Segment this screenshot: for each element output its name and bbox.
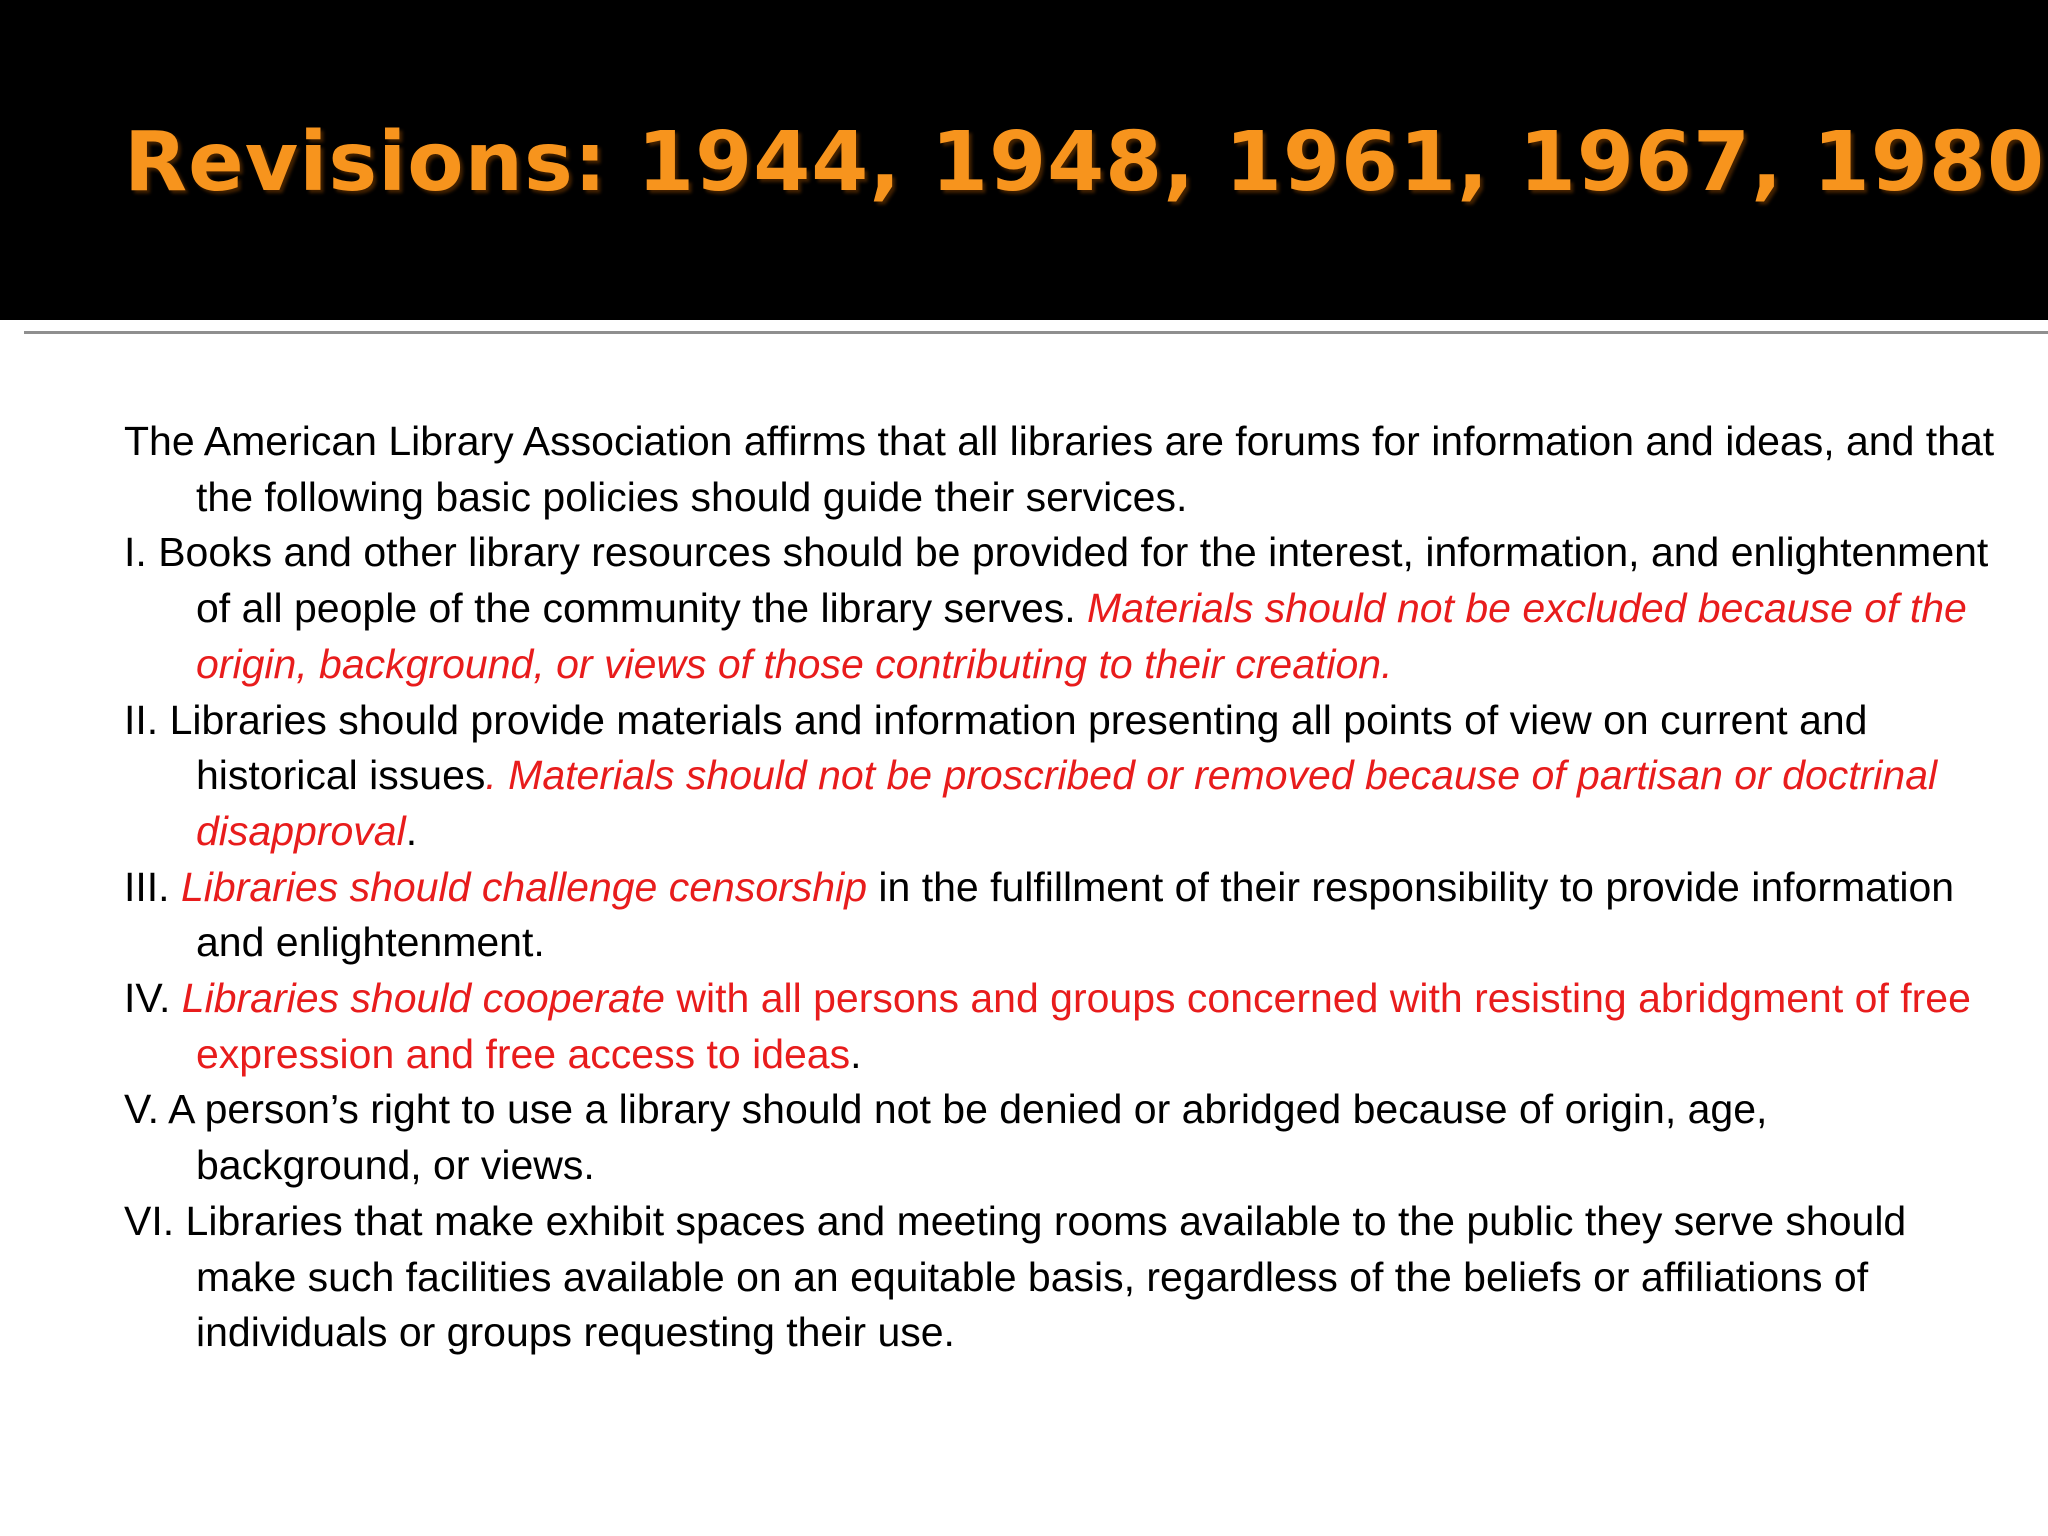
intro-paragraph: [124, 414, 2004, 525]
article-end: .: [850, 1030, 862, 1077]
article-text: Libraries should provide materials and information presenting all points of view on current and historical issues: [169, 696, 1868, 799]
slide-title: Revisions: 1944, 1948, 1961, 1967, 1980: [124, 115, 2045, 210]
article-number: I.: [124, 529, 147, 576]
article-4: [124, 971, 2004, 1082]
article-text: Libraries that make exhibit spaces and meeting rooms available to the public they serve should make such facilities available on an equitable basis, regardless of the beliefs or affiliations of individuals or groups requesting their use.: [185, 1197, 1907, 1356]
article-end: .: [405, 807, 418, 854]
article-5: [124, 1082, 2004, 1193]
article-number: IV.: [124, 975, 171, 1022]
article-1: [124, 525, 2004, 692]
article-highlight-rest: with all persons and groups concerned with resisting abridgment of free expression and free access to ideas: [196, 975, 1971, 1077]
article-number: II.: [124, 696, 159, 743]
divider-line: [24, 331, 2048, 334]
title-bar: [0, 0, 2048, 320]
article-text: in the fulfillment of their responsibility to provide information and enlightenment.: [196, 863, 1955, 966]
slide-body: [124, 414, 2004, 1361]
article-number: V.: [124, 1086, 159, 1133]
article-number: III.: [124, 863, 170, 910]
article-highlight: Materials should not be excluded because of the origin, background, or views of those contributing to their creation.: [196, 585, 1967, 687]
article-6: [124, 1194, 2004, 1361]
article-text: A person’s right to use a library should not be denied or abridged because of origin, age, background, or views.: [168, 1086, 1768, 1189]
article-text: Books and other library resources should be provided for the interest, information, and enlightenment of all people of the community the library serves.: [158, 529, 1989, 632]
article-highlight: Libraries should challenge censorship: [180, 863, 868, 910]
article-3: [124, 860, 2004, 971]
article-2: [124, 693, 2004, 860]
article-number: VI.: [124, 1197, 175, 1244]
article-highlight: . Materials should not be proscribed or removed because of partisan or doctrinal disapproval: [196, 752, 1938, 854]
intro-text: The American Library Association affirms that all libraries are forums for information and ideas, and that the following basic policies should guide their services.: [124, 418, 1995, 520]
article-highlight: Libraries should cooperate: [181, 975, 665, 1022]
